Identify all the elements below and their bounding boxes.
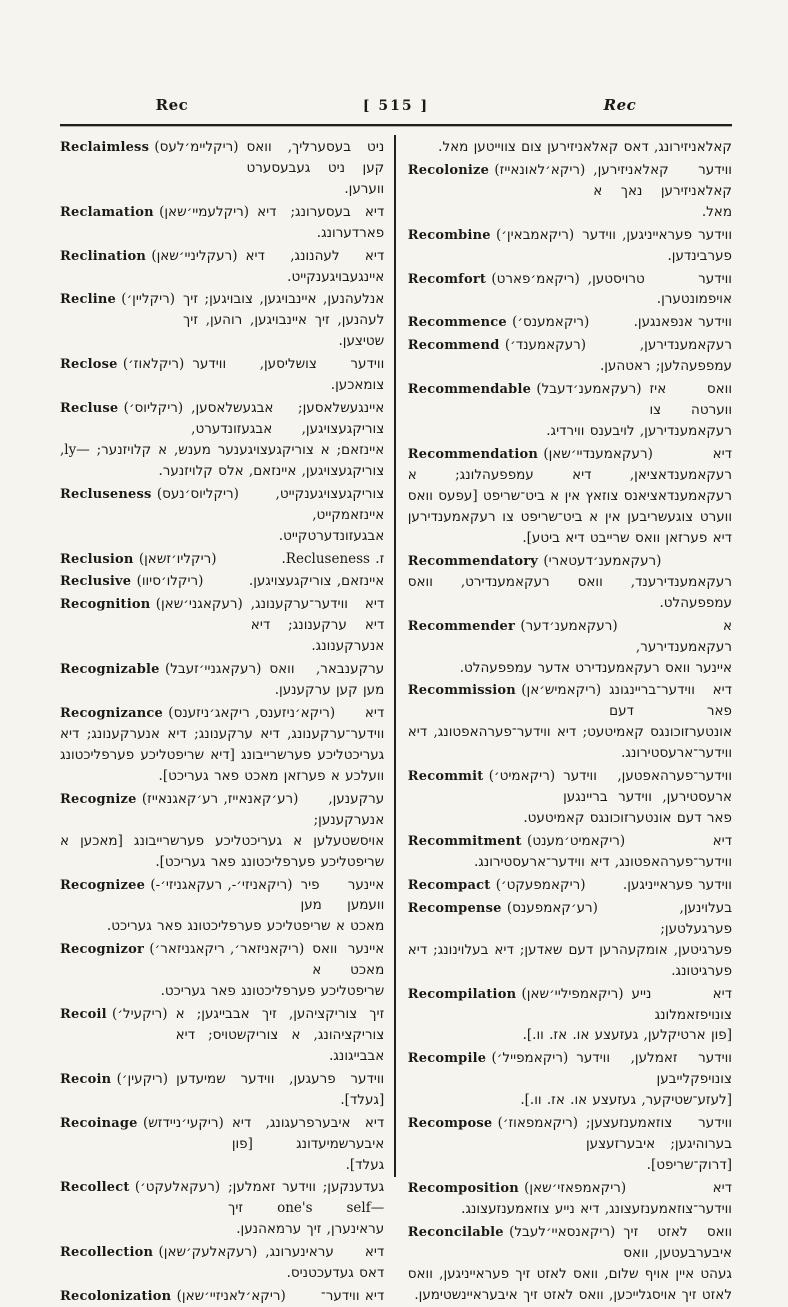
entry-pronunciation: (ריקליו׳זשאן) — [138, 550, 217, 567]
entry-headword: Reclusive — [60, 574, 132, 590]
entry-head — [60, 1113, 224, 1134]
entry-pronunciation: (ריקאמיט׳) — [488, 768, 556, 785]
dictionary-entry — [408, 1113, 732, 1176]
entry-pronunciation: (ריקא׳ניזענס, ריקאג׳ניזענס) — [168, 704, 336, 721]
dictionary-entry — [408, 984, 732, 1047]
entry-head — [408, 1113, 578, 1134]
entry-pronunciation: (ריקאמפעקט׳) — [495, 877, 586, 893]
entry-headword: Recompile — [407, 1051, 487, 1067]
entry-head — [60, 789, 298, 810]
entry-definition: זיך צוריקציהען, זיך אבבייגען; א צוריקציהונג, א צוריקשטויס; דיא אבבייגונג. — [175, 1006, 385, 1064]
entry-head — [408, 312, 590, 333]
entry-definition: דיא ווידער־פערהאפטונג, דיא ווידער־ארעסטירונג. — [473, 832, 732, 871]
entry-head — [408, 898, 598, 919]
entry-pronunciation: (ריקאמפייל׳) — [491, 1050, 569, 1067]
entry-pronunciation: (ריקאמפיליי׳שאן) — [521, 985, 624, 1002]
dictionary-entry — [60, 137, 384, 200]
entry-headword: Reconcilable — [407, 1224, 504, 1240]
entry-definition: דיא ווידער־בריינגונג פאר דעם אונטערזוכונגס קאמיטעט; דיא ווידער־פערהאפטונג, דיא ווידער־ארעסטירונג. — [407, 682, 732, 762]
dictionary-entry — [60, 398, 384, 482]
entry-pronunciation: (רעקאלעק׳שאן) — [158, 1244, 258, 1261]
entry-headword: Recognizor — [60, 942, 145, 958]
entry-head — [60, 1286, 286, 1307]
entry-pronunciation: (ריקליימ׳לעס) — [154, 139, 239, 155]
entry-definition: וואס איז ווערטה צו רעקאמענדירען, לויבענס ווירדיג. — [546, 381, 732, 439]
entry-definition: ניט בעסערליך, וואס קען ניט געבעסערט ווערען. — [246, 139, 385, 197]
entry-headword: Recollect — [60, 1180, 130, 1196]
entry-head — [408, 766, 555, 787]
entry-head — [408, 335, 586, 356]
entry-head — [60, 659, 261, 680]
dictionary-entry — [408, 831, 732, 873]
entry-headword: Recompilation — [407, 986, 517, 1002]
entry-headword: Recompense — [407, 900, 502, 916]
dictionary-entry — [60, 875, 384, 938]
dictionary-entry — [408, 137, 732, 158]
dictionary-entry — [60, 484, 384, 547]
entry-definition: ווידער צושליסען, ווידער צומאכען. — [192, 356, 385, 394]
entry-head — [408, 831, 625, 852]
entry-head — [408, 1222, 616, 1243]
entry-headword: Recognizable — [60, 662, 160, 678]
dictionary-entry — [60, 202, 384, 244]
entry-pronunciation: (ריקאמענס׳) — [512, 314, 590, 331]
entry-head — [408, 616, 618, 637]
entry-definition: ווידער פרעגען, ווידער שמיעדען [געלד]. — [176, 1070, 385, 1108]
entry-definition: ערקענבאר, וואס מען קען ערקענען. — [269, 661, 385, 699]
entry-headword: Recoil — [60, 1007, 107, 1023]
entry-headword: Recolonize — [407, 162, 490, 178]
dictionary-entry — [408, 616, 732, 679]
entry-headword: Reclose — [60, 357, 118, 373]
dictionary-entry — [60, 939, 384, 1002]
entry-definition: צוריקגעצויגענקייט, איינזאמקייט, אבגעזונדערטקייט. — [275, 485, 385, 544]
dictionary-entry — [408, 1048, 732, 1111]
entry-definition: ווידער אנפאנגען. — [633, 314, 732, 331]
right-column — [396, 135, 732, 1303]
entry-pronunciation: (ריקליוס׳) — [123, 400, 184, 417]
entry-head — [60, 1177, 220, 1198]
entry-head — [60, 1004, 168, 1025]
entry-pronunciation: (רע׳קאמפענס) — [506, 899, 598, 916]
entry-pronunciation: (ריקא׳לאונאייז) — [494, 161, 586, 178]
entry-definition: איינער פיר וועמען מען מאכט א שריפטליכע פערפליכטונג פאר געריכט. — [106, 876, 385, 935]
dictionary-entry — [60, 703, 384, 787]
entry-head — [408, 1178, 626, 1199]
entry-definition: דיא בעסערונג; דיא פארדערונג. — [257, 203, 385, 241]
entry-headword: Reclaimless — [60, 140, 150, 155]
entry-head — [60, 1242, 257, 1263]
entry-definition: דיא איבערפרעגונג, דיא איבערשמיעדונג [פון געלד]. — [231, 1114, 385, 1173]
entry-definition: דיא נייע צונויפזאמלונג [פון ארטיקלען, געזעצע או. אז. וו.]. — [522, 985, 732, 1044]
entry-definition: געדענקען; ווידער זאמלען; —one's self זיך עראינערן, זיך ערמאהנען. — [228, 1179, 385, 1238]
entry-headword: Recombine — [407, 227, 491, 243]
entry-headword: Recommitment — [407, 833, 522, 849]
dictionary-entry — [60, 289, 384, 352]
entry-pronunciation: (ריקליוס׳נעס) — [156, 485, 239, 502]
dictionary-entry — [60, 1113, 384, 1176]
entry-headword: Recluse — [60, 401, 119, 417]
entry-head — [60, 202, 249, 223]
dictionary-entry — [408, 379, 732, 442]
dictionary-entry — [408, 312, 732, 333]
entry-headword: Reclusion — [60, 551, 134, 567]
entry-definition: דיא רעקאמענדאציאן, דיא עמפפעהלונג; א רעקאמענדאציאנס צוזאץ אין א ביט־שריפט [עפעס וואס ווערט צוגעשריבען אין א ביט־שריפט צו רעקאמענדירען דיא פערזאן וואס שרייבט דיא ביטע]. — [407, 445, 732, 546]
dictionary-entry — [408, 1178, 732, 1220]
entry-definition: דיא ווידער־ערקענונג, דיא ערקענונג; דיא אנערקענונג. — [250, 596, 385, 655]
entry-head — [408, 225, 574, 246]
page-number: [ 515 ] — [362, 98, 430, 114]
entry-pronunciation: (ריקאנסאיי׳לעבל) — [509, 1223, 616, 1240]
entry-head — [60, 939, 304, 960]
entry-head — [408, 444, 653, 465]
entry-head — [60, 703, 335, 724]
dictionary-entry — [408, 225, 732, 267]
entry-headword: Recollection — [60, 1245, 154, 1261]
entry-head — [408, 269, 580, 290]
entry-headword: Recolonization — [60, 1289, 172, 1305]
entry-pronunciation: (רעקאמענ׳דעטארי) — [543, 552, 662, 569]
dictionary-entry — [408, 160, 732, 223]
entry-pronunciation: (רעקליניי׳שאן) — [151, 247, 238, 264]
entry-pronunciation: (רעקאמענ׳דער) — [520, 617, 618, 634]
dictionary-entry — [60, 354, 384, 396]
entry-definition: רעקאמענדירען, עמפפעהלען; ראטהען. — [599, 337, 732, 375]
entry-head — [60, 484, 239, 505]
running-head-keyword-left: Rec — [155, 96, 189, 114]
entry-pronunciation: (ריקאמפאזי׳שאן) — [524, 1179, 627, 1196]
entry-definition: ערקענען, אנערקענען; אויסשטעלען א געריכטליכע פערשרייבונג [מאכען א שריפטליכע פערפליכטונג פאר געריכט]. — [60, 790, 385, 870]
entry-definition: ז. Recluseness. — [281, 550, 385, 567]
entry-definition: דיא לעהנונג, דיא איינגעבויגענקייט. — [245, 247, 385, 285]
entry-headword: Recomfort — [407, 271, 487, 287]
entry-pronunciation: (רעקאגניי׳זעבל) — [164, 661, 262, 678]
dictionary-entry — [408, 269, 732, 311]
dictionary-entry — [60, 659, 384, 701]
entry-head — [60, 549, 217, 570]
entry-definition: ווידער פעראייניגען, ווידער פערבינדען. — [582, 226, 732, 264]
entry-headword: Recognizee — [60, 877, 146, 893]
entry-headword: Recommendation — [407, 446, 539, 462]
entry-head — [60, 289, 175, 310]
entry-head — [60, 137, 239, 158]
entry-pronunciation: (ריקאניזאר׳, ריקאגניזאר׳) — [149, 941, 305, 958]
entry-head — [60, 246, 238, 267]
entry-pronunciation: (ריקעי׳ניידזש) — [142, 1114, 224, 1131]
entry-pronunciation: (ריקא׳לאניזיי׳שאן) — [176, 1288, 286, 1305]
entry-head — [408, 1048, 568, 1069]
entry-definition: א רעקאמענדירער, איינער וואס רעקאמענדירט אדער עמפפעהלט. — [459, 617, 732, 676]
entry-head — [60, 594, 243, 615]
entry-head — [60, 398, 183, 419]
entry-headword: Recline — [60, 292, 116, 308]
entry-pronunciation: (ריקאמיט׳מענט) — [527, 832, 626, 849]
entry-definition: ווידער זאמלען, ווידער צונויפקלייבען [לעזע־שטיקער, געזעצע או. אז. וו.]. — [520, 1050, 732, 1109]
dictionary-entry — [60, 789, 384, 873]
entry-pronunciation: (ריקאניזי׳-, רעקאגניזי׳-) — [150, 876, 293, 893]
dictionary-entry — [60, 549, 384, 570]
dictionary-entry — [60, 1242, 384, 1284]
entry-definition: איינגעשלאסען; אבגעשלאסען, צוריקגעצויגען, אבגעזונדערט, איינזאם; א צוריקגעצויגענער מענש, א קלויזנער; —ly, צוריקגעצויגען, איינזאם, אלס קלויזנער. — [60, 400, 385, 479]
entry-pronunciation: (רעקאלעקט׳) — [134, 1179, 221, 1196]
entry-headword: Reclination — [60, 248, 147, 264]
entry-pronunciation: (ריקעין׳) — [116, 1070, 169, 1087]
entry-definition: איינזאם, צוריקגעצויגען. — [248, 573, 385, 590]
entry-definition: קאלאניזירונג, דאס קאלאניזירען צום צווייטען מאל. — [438, 139, 732, 155]
entry-pronunciation: (ריקלאוז׳) — [122, 356, 185, 373]
entry-head — [408, 984, 624, 1005]
entry-pronunciation: (ריקלו׳סיוו) — [136, 573, 204, 590]
dictionary-entry — [408, 875, 732, 896]
dictionary-entry — [60, 571, 384, 592]
entry-headword: Recluseness — [60, 486, 152, 502]
dictionary-body — [60, 135, 732, 1305]
dictionary-entry — [60, 1286, 384, 1307]
entry-definition: ווידער טרויסטען, אויפמונטערן. — [587, 270, 732, 308]
dictionary-entry — [60, 1004, 384, 1067]
entry-headword: Recompose — [407, 1116, 493, 1132]
entry-pronunciation: (רעקאמענ׳דעבל) — [536, 381, 642, 398]
dictionary-entry — [408, 444, 732, 549]
entry-headword: Recommender — [407, 618, 516, 634]
entry-headword: Recommission — [407, 683, 516, 699]
entry-definition: וואס לאזט זיך איבערבעטען, וואס געהט איין אויף שלום, וואס לאזט זיך פעראייניגען, וואס לאזט זיך אויסגלייכען, וואס לאזט זיך איבעראיינשטימען. — [407, 1223, 732, 1303]
entry-pronunciation: (ריקאמבאין׳) — [496, 226, 575, 243]
entry-definition: דיא ווידער־צוזאמענזעצונג, דיא נייע צוזאמענזעצונג. — [461, 1179, 732, 1218]
entry-headword: Recommend — [407, 338, 500, 354]
entry-head — [408, 379, 642, 400]
dictionary-entry — [60, 246, 384, 288]
entry-pronunciation: (רעקאמענדיי׳שאן) — [543, 445, 653, 462]
entry-definition: ווידער צוזאמענזעצען; בערוהיגען; איבערזעצען [דרוק־שריפט]. — [586, 1115, 732, 1173]
entry-definition: רעקאמענדירענד, וואס רעקאמענדירט, וואס עמפפעהלט. — [407, 573, 732, 611]
entry-pronunciation: (ריקלעמיי׳שאן) — [159, 203, 250, 220]
entry-head — [408, 551, 662, 572]
entry-headword: Recognizance — [60, 705, 163, 721]
entry-headword: Recomposition — [407, 1180, 519, 1196]
entry-head — [408, 160, 586, 181]
entry-definition: דיא עראינערונג, דאס געדעכטניס. — [265, 1244, 385, 1282]
entry-definition: דיא ווידער־ — [320, 1288, 385, 1305]
dictionary-entry — [408, 898, 732, 982]
dictionary-entry — [60, 1177, 384, 1240]
entry-headword: Recognize — [60, 791, 137, 807]
dictionary-entry — [408, 551, 732, 614]
entry-pronunciation: (ריקאמיש׳אן) — [521, 682, 602, 699]
entry-definition: ווידער פעראייניגען. — [622, 877, 732, 893]
entry-pronunciation: (רע׳קאנאייז, רע׳קאגנאייז) — [141, 790, 299, 807]
entry-head — [60, 875, 293, 896]
entry-head — [408, 875, 586, 896]
entry-headword: Recognition — [60, 597, 151, 613]
dictionary-entry — [408, 680, 732, 764]
left-column — [60, 135, 394, 1305]
entry-head — [60, 571, 203, 592]
entry-definition: ווידער קאלאניזירען, קאלאניזירען נאך א מאל. — [593, 161, 732, 220]
entry-head — [408, 680, 601, 701]
entry-definition: בעלוינען, פערגעלטען; פערגיטען, אומקעהרען דעם שאדען; דיא בעלוינונג; דיא פערגיטונג. — [407, 899, 732, 979]
entry-headword: Recoin — [60, 1071, 112, 1087]
entry-headword: Recompact — [407, 878, 491, 893]
entry-pronunciation: (רעקאמענד׳) — [504, 337, 587, 354]
entry-head — [60, 354, 184, 375]
entry-pronunciation: (ריקליין׳) — [121, 291, 176, 308]
entry-headword: Recoinage — [60, 1115, 138, 1131]
dictionary-entry — [408, 766, 732, 829]
entry-pronunciation: (ריקאמ׳פארט) — [491, 270, 580, 287]
dictionary-entry — [408, 1222, 732, 1306]
entry-definition: איינער וואס מאכט א שריפטליכע פערפליכטונג פאר געריכט. — [160, 941, 385, 1000]
entry-headword: Recommence — [407, 315, 507, 331]
entry-definition: ווידער־פערהאפטען, ווידער ארעסטירען, ווידער בריינגען פאר דעם אונטערזוכונגס קאמיטעט. — [523, 768, 732, 827]
entry-definition: אנלעהנען, איינבויגען, צובויגען; זיך לעהנען, זיך איינבויגען, רוהען, זיך שטיצען. — [183, 291, 385, 350]
entry-pronunciation: (ריקעיל׳) — [112, 1006, 168, 1023]
header-rule — [60, 124, 732, 127]
running-head — [60, 96, 732, 122]
entry-headword: Reclamation — [60, 204, 154, 220]
dictionary-entry — [60, 594, 384, 657]
running-head-keyword-right: Rec — [603, 96, 637, 114]
entry-head — [60, 1069, 168, 1090]
entry-pronunciation: (ריקאמפאוז׳) — [497, 1115, 578, 1132]
dictionary-entry — [60, 1069, 384, 1111]
entry-headword: Recommendable — [407, 382, 532, 398]
entry-pronunciation: (רעקאגני׳שאן) — [155, 596, 243, 613]
entry-definition: דיא ווידער־ערקענונג, דיא ערקענונג; דיא אנערקענונג; דיא געריכטליכע פערשרייבונג [דיא שריפטליכע פערפליכטונג וועלכע א פערזאן מאכט פאר געריכט]. — [60, 704, 385, 784]
entry-headword: Recommendatory — [407, 553, 539, 569]
dictionary-entry — [408, 335, 732, 377]
entry-headword: Recommit — [407, 769, 484, 785]
